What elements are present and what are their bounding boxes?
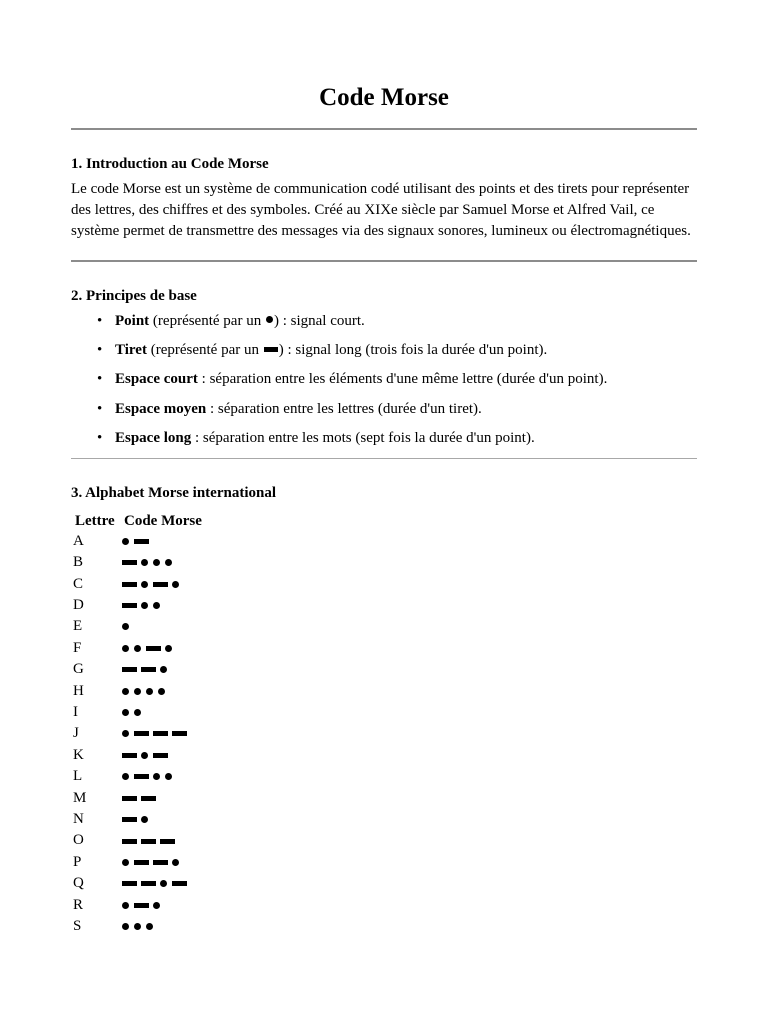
principle-description: : séparation entre les lettres (durée d'un tiret). [206,400,482,417]
morse-dot-icon [153,773,160,780]
morse-dash-icon [141,667,156,672]
morse-dot-icon [122,773,129,780]
morse-dot-icon [122,623,129,630]
letter-cell: Q [73,875,84,892]
morse-dot-icon [165,645,172,652]
morse-dash-icon [172,731,187,736]
morse-dot-icon [122,730,129,737]
morse-dot-icon [153,902,160,909]
morse-dot-icon [122,923,129,930]
intro-heading: 1. Introduction au Code Morse [71,156,269,172]
morse-dash-icon [146,646,161,651]
morse-dash-icon [153,731,168,736]
principles-heading: 2. Principes de base [71,288,197,304]
letter-cell: P [73,853,82,870]
table-row [73,916,204,937]
morse-dash-icon [122,881,137,886]
list-item [71,311,697,331]
morse-dot-icon [141,752,148,759]
letter-cell: K [73,746,84,763]
table-row [73,574,204,595]
bullet-icon: • [97,400,103,417]
table-row [73,616,204,637]
morse-dot-icon [141,581,148,588]
letter-cell: D [73,596,84,613]
morse-dot-icon [141,816,148,823]
morse-dash-icon [122,796,137,801]
bullet-icon: • [97,342,103,359]
morse-code-cell [122,895,204,916]
morse-dot-icon [122,688,129,695]
morse-dot-icon [160,880,167,887]
principle-description: : séparation entre les mots (sept fois la durée d'un point). [191,429,535,446]
table-row [73,788,204,809]
table-row [73,830,204,851]
list-item [71,340,697,360]
column-header-letter: Lettre [75,512,115,529]
table-row [73,681,204,702]
morse-dot-icon [134,709,141,716]
morse-code-cell [122,723,204,744]
morse-dot-icon [122,859,129,866]
morse-dot-icon [141,559,148,566]
table-row [73,531,204,552]
letter-cell: S [73,918,82,935]
morse-code-cell [122,638,204,659]
letter-cell: J [73,725,79,742]
table-row [73,702,204,723]
table-row [73,638,204,659]
morse-dash-icon [153,582,168,587]
morse-code-cell [122,702,204,723]
letter-cell: A [73,532,84,549]
morse-code-cell [122,745,204,766]
divider [71,128,697,130]
morse-dot-icon [266,316,273,323]
morse-dot-icon [122,902,129,909]
morse-code-cell [122,809,204,830]
principle-description: (représenté par un [149,313,265,329]
morse-dash-icon [134,539,149,544]
table-row [73,895,204,916]
divider [71,260,697,262]
morse-code-cell [122,659,204,680]
morse-code-cell [122,681,204,702]
morse-dash-icon [122,667,137,672]
morse-dot-icon [153,602,160,609]
morse-dash-icon [134,903,149,908]
morse-dash-icon [134,860,149,865]
morse-dash-icon [172,881,187,886]
morse-code-cell [122,830,204,851]
morse-dash-icon [122,839,137,844]
list-item [71,369,697,389]
morse-dot-icon [134,645,141,652]
morse-code-cell [122,531,204,552]
morse-dot-icon [122,709,129,716]
principle-description-end: ) : signal long (trois fois la durée d'un point). [278,342,548,359]
morse-dot-icon [172,859,179,866]
morse-code-cell [122,852,204,873]
morse-dash-icon [264,347,278,352]
letter-cell: N [73,811,84,828]
table-row [73,659,204,680]
bullet-icon: • [97,429,103,446]
morse-dash-icon [134,774,149,779]
principles-section [71,287,697,448]
table-row [73,745,204,766]
principle-term: Point [115,313,150,329]
morse-code-cell [122,766,204,787]
bullet-icon: • [97,313,103,329]
morse-code-cell [122,574,204,595]
letter-cell: I [73,704,78,720]
morse-dot-icon [134,923,141,930]
table-row [73,809,204,830]
page-title: Code Morse [319,84,449,111]
column-header-code: Code Morse [124,512,202,529]
morse-code-cell [122,552,204,573]
morse-dot-icon [158,688,165,695]
table-row [73,595,204,616]
morse-dash-icon [153,860,168,865]
list-item [71,399,697,419]
morse-dash-icon [160,839,175,844]
morse-dash-icon [141,881,156,886]
table-row [73,552,204,573]
morse-dot-icon [165,773,172,780]
principle-description: (représenté par un [146,342,263,359]
letter-cell: G [73,661,84,678]
morse-dash-icon [122,582,137,587]
divider [71,458,697,459]
letter-cell: O [73,832,84,849]
morse-dash-icon [122,753,137,758]
morse-code-cell [122,616,204,637]
morse-dash-icon [141,839,156,844]
principle-term: Espace court [115,371,198,388]
morse-dot-icon [141,602,148,609]
morse-dot-icon [153,559,160,566]
principles-list [71,311,697,448]
morse-code-cell [122,873,204,894]
morse-dash-icon [122,603,137,608]
letter-cell: M [73,789,87,806]
morse-dash-icon [134,731,149,736]
intro-paragraph: Le code Morse est un système de communication codé utilisant des points et des tirets pour représenter des lettres, des chiffres et des symboles. Créé au XIXe siècle par Samuel Morse et Alfred Vail, ce système permet de transmettre des messages via des signaux sonores, lumineux ou électromagnétiques. [71,181,691,239]
morse-code-cell [122,788,204,809]
morse-dash-icon [122,817,137,822]
letter-cell: B [73,554,84,571]
letter-cell: L [73,768,83,785]
principle-term: Espace moyen [115,400,207,417]
morse-dot-icon [134,688,141,695]
principle-description: : séparation entre les éléments d'une même lettre (durée d'un point). [197,371,608,388]
letter-cell: H [73,682,84,699]
letter-cell: E [73,618,83,635]
principle-description-end: ) : signal court. [273,313,365,329]
morse-dot-icon [122,645,129,652]
principle-term: Espace long [115,429,192,446]
table-row [73,723,204,744]
table-header-row [73,511,204,531]
morse-code-cell [122,595,204,616]
morse-dot-icon [172,581,179,588]
list-item [71,428,697,448]
letter-cell: C [73,575,84,592]
table-row [73,766,204,787]
morse-dot-icon [122,538,129,545]
morse-code-cell [122,916,204,937]
morse-dot-icon [165,559,172,566]
letter-cell: R [73,896,84,913]
alphabet-section [71,484,697,938]
morse-dot-icon [146,923,153,930]
document-page [71,0,697,937]
table-row [73,873,204,894]
morse-dash-icon [141,796,156,801]
morse-dot-icon [146,688,153,695]
table-row [73,852,204,873]
bullet-icon: • [97,371,103,388]
morse-dash-icon [153,753,168,758]
morse-alphabet-table [73,511,204,938]
letter-cell: F [73,639,82,656]
morse-dash-icon [122,560,137,565]
morse-dot-icon [160,666,167,673]
alphabet-heading: 3. Alphabet Morse international [71,484,276,501]
principle-term: Tiret [115,342,147,359]
intro-section [71,155,697,242]
